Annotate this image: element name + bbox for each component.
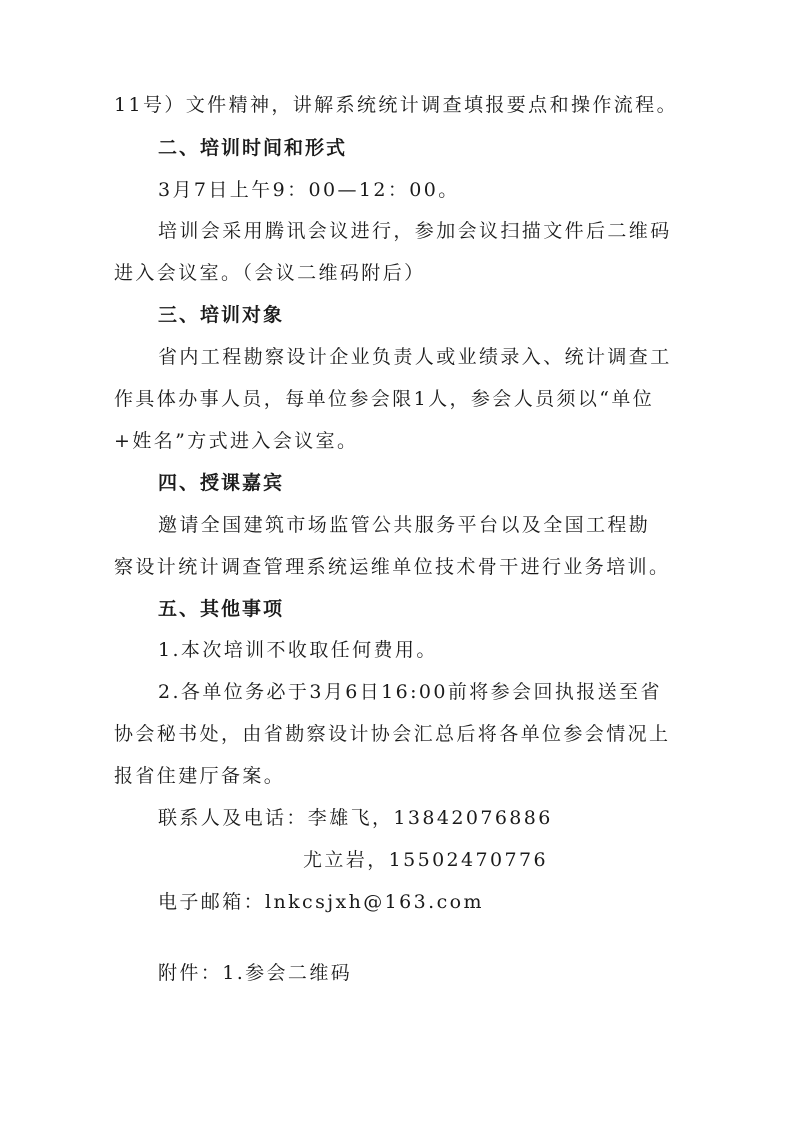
paragraph-2-line-2: 进入会议室。（会议二维码附后） [114,262,426,284]
paragraph-4-line-1: 邀请全国建筑市场监管公共服务平台以及全国工程勘 [158,514,651,536]
contact-line-2: 尤立岩，15502470776 [303,849,548,871]
section-5-heading: 五、其他事项 [158,598,285,620]
section-3-heading: 三、培训对象 [158,304,285,326]
section-4-heading: 四、授课嘉宾 [158,472,285,494]
contact-line-1: 联系人及电话：李雄飞，13842076886 [158,807,553,829]
item-2-line-3: 报省住建厅备案。 [114,765,286,787]
paragraph-4-line-2: 察设计统计调查管理系统运维单位技术骨干进行业务培训。 [114,556,671,578]
paragraph-3-line-3: +姓名”方式进入会议室。 [114,430,359,452]
attachment-line: 附件：1.参会二维码 [158,962,353,984]
paragraph-1-line-1: 11号）文件精神，讲解系统统计调查填报要点和操作流程。 [114,94,678,116]
item-1: 1.本次培训不收取任何费用。 [158,639,438,661]
section-2-heading: 二、培训时间和形式 [158,137,348,159]
paragraph-3-line-1: 省内工程勘察设计企业负责人或业绩录入、统计调查工 [158,346,672,368]
paragraph-2-line-1: 培训会采用腾讯会议进行，参加会议扫描文件后二维码 [158,220,672,242]
email-line: 电子邮箱：lnkcsjxh@163.com [158,891,484,913]
item-2-line-1: 2.各单位务必于3月6日16:00前将参会回执报送至省 [158,681,662,703]
item-2-line-2: 协会秘书处，由省勘察设计协会汇总后将各单位参会情况上 [114,723,671,745]
training-time: 3月7日上午9：00—12：00。 [158,179,460,201]
paragraph-3-line-2: 作具体办事人员，每单位参会限1人，参会人员须以“单位 [114,388,655,410]
